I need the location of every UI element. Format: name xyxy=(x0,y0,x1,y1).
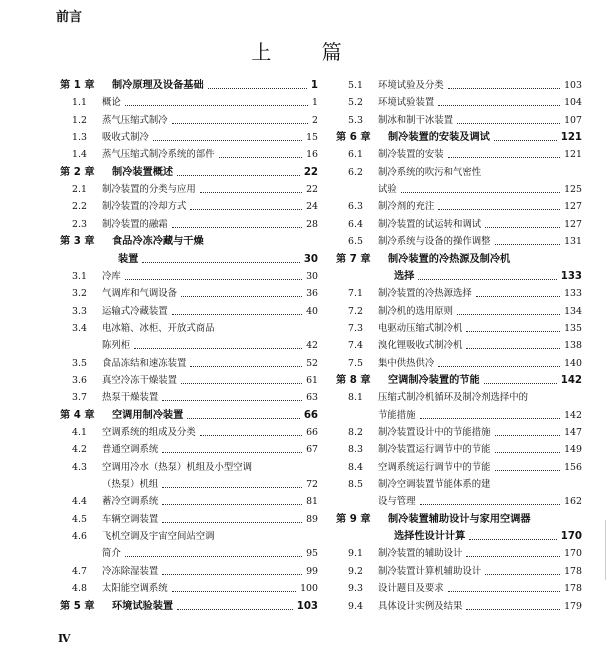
toc-entry-page: 131 xyxy=(564,236,582,248)
toc-section-entry[interactable] xyxy=(336,337,582,354)
toc-section-entry[interactable] xyxy=(336,563,582,580)
toc-section-entry[interactable] xyxy=(336,476,582,493)
toc-entry-number: 1.3 xyxy=(72,132,87,144)
toc-section-entry[interactable] xyxy=(336,77,582,94)
toc-dot-leader xyxy=(420,504,560,505)
toc-section-entry[interactable] xyxy=(336,112,582,129)
toc-entry-number: 第 6 章 xyxy=(336,132,371,144)
toc-section-entry[interactable] xyxy=(336,580,582,597)
toc-chapter-entry[interactable] xyxy=(60,77,318,94)
toc-entry-title: 蓄冷空调系统 xyxy=(102,496,159,508)
toc-entry-page: 178 xyxy=(564,565,582,577)
toc-entry-title: 电驱动压缩式制冷机 xyxy=(378,322,463,334)
toc-entry-number: 第 3 章 xyxy=(60,236,95,248)
toc-section-entry[interactable] xyxy=(60,303,318,320)
toc-entry-number: 7.5 xyxy=(348,357,363,369)
toc-section-entry[interactable] xyxy=(336,216,582,233)
toc-dot-leader xyxy=(181,296,302,297)
toc-dot-leader xyxy=(200,192,302,193)
toc-entry-page: 63 xyxy=(306,392,318,404)
toc-entry-number: 3.6 xyxy=(72,374,87,386)
toc-entry-page: 103 xyxy=(296,600,318,612)
toc-entry-title: 制冷系统与设备的操作调整 xyxy=(378,236,491,248)
toc-entry-number: 1.4 xyxy=(72,149,87,161)
toc-dot-leader xyxy=(401,192,560,193)
toc-dot-leader xyxy=(200,435,302,436)
toc-entry-number: 8.1 xyxy=(348,392,363,404)
toc-dot-leader xyxy=(494,140,557,141)
toc-section-entry[interactable] xyxy=(60,493,318,510)
toc-entry-page: 156 xyxy=(564,461,582,473)
toc-entry-title: 空调系统运行调节中的节能 xyxy=(378,461,491,473)
toc-entry-number: 9.2 xyxy=(348,565,363,577)
toc-dot-leader xyxy=(495,452,560,453)
toc-entry-title: 电冰箱、冰柜、开放式商品 xyxy=(102,322,215,334)
toc-section-entry[interactable] xyxy=(60,268,318,285)
toc-entry-page: 66 xyxy=(303,409,318,421)
toc-entry-page: 61 xyxy=(306,374,318,386)
toc-entry-page: 133 xyxy=(564,288,582,300)
toc-entry-page: 30 xyxy=(306,270,318,282)
toc-entry-page: 127 xyxy=(564,201,582,213)
toc-section-entry[interactable] xyxy=(60,511,318,528)
toc-entry-title: 制冷系统的吹污和气密性 xyxy=(378,166,482,178)
toc-dot-leader xyxy=(466,348,560,349)
toc-entry-number: 3.2 xyxy=(72,288,87,300)
toc-entry-page: 72 xyxy=(306,479,318,491)
toc-dot-leader xyxy=(181,383,302,384)
toc-section-entry[interactable] xyxy=(336,94,582,111)
toc-entry-title: 空调用制冷装置 xyxy=(112,409,184,421)
page-title: 上 篇 xyxy=(251,40,364,64)
toc-entry-number: 9.1 xyxy=(348,548,363,560)
toc-entry-page: 142 xyxy=(564,409,582,421)
toc-entry-title: 制冰和制干冰装置 xyxy=(378,114,454,126)
toc-entry-page: 100 xyxy=(300,583,318,595)
toc-entry-title: 食品冷冻冷藏与干燥 xyxy=(112,236,204,248)
toc-section-entry[interactable] xyxy=(336,320,582,337)
toc-chapter-entry[interactable] xyxy=(60,598,318,615)
toc-section-entry[interactable] xyxy=(60,441,318,458)
toc-dot-leader xyxy=(485,574,560,575)
toc-dot-leader xyxy=(495,470,560,471)
toc-entry-title: 制冷装置设计中的节能措施 xyxy=(378,427,491,438)
toc-dot-leader xyxy=(448,88,560,89)
toc-entry-page: 1 xyxy=(312,97,318,109)
toc-entry-title: 概论 xyxy=(102,97,121,109)
toc-entry-number: 2.1 xyxy=(72,184,87,196)
toc-entry-title: 制冷装置的安装 xyxy=(378,149,444,161)
toc-entry-number: 第 5 章 xyxy=(60,600,95,612)
toc-entry-page: 40 xyxy=(306,305,318,317)
toc-entry-title: 制冷剂的充注 xyxy=(378,201,435,213)
toc-entry-page: 15 xyxy=(306,132,318,144)
toc-entry-title: 空调用冷水（热泵）机组及小型空调 xyxy=(102,461,253,473)
toc-dot-leader xyxy=(466,609,560,610)
toc-section-entry[interactable] xyxy=(60,112,318,129)
toc-entry-title: 试验 xyxy=(378,184,397,196)
toc-dot-leader xyxy=(495,435,560,436)
toc-entry-page: 104 xyxy=(564,97,582,109)
toc-entry-number: 第 4 章 xyxy=(60,409,95,421)
toc-entry-title: 冷库 xyxy=(102,270,121,282)
toc-entry-title: 蒸气压缩式制冷 xyxy=(102,114,168,126)
toc-section-entry[interactable] xyxy=(336,285,582,302)
toc-entry-number: 第 2 章 xyxy=(60,166,95,178)
toc-section-entry[interactable] xyxy=(60,355,318,372)
toc-dot-leader xyxy=(438,366,560,367)
toc-entry-title: 制冷装置计算机辅助设计 xyxy=(378,565,482,577)
toc-dot-leader xyxy=(162,574,302,575)
toc-dot-leader xyxy=(418,279,557,280)
toc-entry-title: （热泵）机组 xyxy=(102,479,159,491)
toc-section-entry[interactable] xyxy=(336,407,582,424)
toc-entry-title: 食品冻结和速冻装置 xyxy=(102,357,187,369)
toc-entry-page: 36 xyxy=(306,288,318,300)
toc-entry-number: 6.5 xyxy=(348,236,363,248)
toc-chapter-entry[interactable] xyxy=(60,164,318,181)
toc-dot-leader xyxy=(177,175,300,176)
toc-dot-leader xyxy=(162,400,302,401)
toc-entry-title: 制冷装置的辅助设计 xyxy=(378,548,463,560)
toc-section-entry[interactable] xyxy=(336,355,582,372)
toc-entry-number: 7.1 xyxy=(348,288,363,300)
toc-chapter-entry[interactable] xyxy=(60,251,318,268)
toc-section-entry[interactable] xyxy=(336,545,582,562)
toc-section-entry[interactable] xyxy=(60,285,318,302)
toc-chapter-entry[interactable] xyxy=(336,251,582,268)
toc-dot-leader xyxy=(125,105,308,106)
toc-entry-title: 热泵干燥装置 xyxy=(102,392,159,404)
toc-entry-title: 环境试验及分类 xyxy=(378,80,444,91)
toc-section-entry[interactable] xyxy=(60,476,318,493)
toc-entry-title: 设与管理 xyxy=(378,496,416,508)
toc-entry-title: 节能措施 xyxy=(378,409,416,421)
toc-entry-title: 制冷装置的冷热源选择 xyxy=(378,288,472,300)
toc-entry-number: 6.1 xyxy=(348,149,363,161)
toc-section-entry[interactable] xyxy=(60,337,318,354)
toc-entry-title: 制冷装置运行调节中的节能 xyxy=(378,444,491,456)
toc-entry-title: 集中供热供冷 xyxy=(378,357,435,369)
toc-entry-number: 3.5 xyxy=(72,357,87,369)
toc-chapter-entry[interactable] xyxy=(336,528,582,545)
toc-section-entry[interactable] xyxy=(60,320,318,337)
toc-entry-number: 4.6 xyxy=(72,531,87,543)
toc-entry-number: 5.3 xyxy=(348,114,363,126)
toc-entry-number: 1.2 xyxy=(72,114,87,126)
toc-entry-page: 121 xyxy=(564,149,582,161)
running-header: 前言 xyxy=(56,10,83,25)
toc-dot-leader xyxy=(219,157,302,158)
toc-dot-leader xyxy=(476,296,560,297)
toc-entry-number: 4.3 xyxy=(72,461,87,473)
toc-section-entry[interactable] xyxy=(336,233,582,250)
toc-entry-page: 170 xyxy=(560,531,582,543)
toc-entry-title: 真空冷冻干燥装置 xyxy=(102,374,178,386)
toc-section-entry[interactable] xyxy=(60,580,318,597)
toc-entry-title: 冷冻除湿装置 xyxy=(102,565,159,577)
toc-entry-page: 178 xyxy=(564,583,582,595)
toc-entry-title: 制冷装置的冷却方式 xyxy=(102,201,187,213)
toc-chapter-entry[interactable] xyxy=(336,511,582,528)
toc-entry-page: 22 xyxy=(306,184,318,196)
toc-entry-number: 8.2 xyxy=(348,427,363,438)
toc-entry-page: 134 xyxy=(564,305,582,317)
toc-entry-title: 环境试验装置 xyxy=(112,600,174,612)
toc-section-entry[interactable] xyxy=(336,181,582,198)
toc-entry-page: 81 xyxy=(306,496,318,508)
toc-section-entry[interactable] xyxy=(60,459,318,476)
toc-entry-title: 制冷装置的冷热源及制冷机 xyxy=(388,253,511,265)
toc-entry-number: 2.3 xyxy=(72,218,87,230)
toc-entry-number: 3.4 xyxy=(72,322,87,334)
toc-entry-title: 普通空调系统 xyxy=(102,444,159,456)
toc-section-entry[interactable] xyxy=(60,545,318,562)
toc-chapter-entry[interactable] xyxy=(336,268,582,285)
toc-section-entry[interactable] xyxy=(336,493,582,510)
toc-entry-title: 空调制冷装置的节能 xyxy=(388,374,480,386)
toc-entry-title: 制冷装置概述 xyxy=(112,166,174,178)
toc-entry-number: 2.2 xyxy=(72,201,87,213)
toc-entry-number: 8.5 xyxy=(348,479,363,491)
toc-entry-page: 52 xyxy=(306,357,318,369)
toc-entry-title: 陈列柜 xyxy=(102,340,131,352)
toc-entry-number: 4.4 xyxy=(72,496,87,508)
toc-entry-title: 制冷空调装置节能体系的建 xyxy=(378,479,491,491)
toc-dot-leader xyxy=(125,556,302,557)
toc-section-entry[interactable] xyxy=(336,146,582,163)
toc-dot-leader xyxy=(190,366,302,367)
toc-chapter-entry[interactable] xyxy=(336,372,582,389)
toc-entry-page: 42 xyxy=(306,340,318,352)
toc-dot-leader xyxy=(134,348,302,349)
toc-entry-number: 第 8 章 xyxy=(336,374,371,386)
toc-entry-number: 第 1 章 xyxy=(60,80,95,91)
toc-entry-page: 16 xyxy=(306,149,318,161)
toc-dot-leader xyxy=(187,418,300,419)
toc-entry-number: 3.7 xyxy=(72,392,87,404)
toc-section-entry[interactable] xyxy=(60,94,318,111)
toc-entry-number: 4.2 xyxy=(72,444,87,456)
toc-dot-leader xyxy=(172,123,308,124)
toc-dot-leader xyxy=(172,227,302,228)
toc-entry-number: 3.3 xyxy=(72,305,87,317)
toc-entry-page: 28 xyxy=(306,218,318,230)
toc-entry-number: 5.2 xyxy=(348,97,363,109)
toc-dot-leader xyxy=(172,591,296,592)
toc-section-entry[interactable] xyxy=(60,181,318,198)
toc-section-entry[interactable] xyxy=(336,198,582,215)
toc-entry-number: 6.3 xyxy=(348,201,363,213)
toc-entry-title: 制冷机的选用原则 xyxy=(378,305,454,317)
toc-entry-page: 147 xyxy=(564,427,582,438)
toc-entry-page: 179 xyxy=(564,600,582,612)
toc-entry-page: 142 xyxy=(560,374,582,386)
toc-entry-number: 4.1 xyxy=(72,427,87,438)
toc-entry-title: 制冷装置的融霜 xyxy=(102,218,168,230)
toc-dot-leader xyxy=(457,123,560,124)
toc-entry-page: 135 xyxy=(564,322,582,334)
toc-entry-title: 设计题目及要求 xyxy=(378,583,444,595)
toc-dot-leader xyxy=(125,279,302,280)
toc-section-entry[interactable] xyxy=(60,129,318,146)
toc-entry-number: 7.3 xyxy=(348,322,363,334)
toc-entry-page: 103 xyxy=(564,80,582,91)
toc-section-entry[interactable] xyxy=(60,528,318,545)
toc-entry-title: 简介 xyxy=(102,548,121,560)
toc-section-entry[interactable] xyxy=(336,389,582,406)
toc-dot-leader xyxy=(495,244,560,245)
toc-dot-leader xyxy=(172,314,302,315)
toc-entry-number: 7.2 xyxy=(348,305,363,317)
toc-entry-title: 选择性设计计算 xyxy=(394,531,466,543)
toc-entry-number: 第 9 章 xyxy=(336,513,371,525)
toc-dot-leader xyxy=(438,209,560,210)
toc-entry-title: 运输式冷藏装置 xyxy=(102,305,168,317)
toc-entry-title: 太阳能空调系统 xyxy=(102,583,168,595)
toc-section-entry[interactable] xyxy=(336,598,582,615)
toc-chapter-entry[interactable] xyxy=(60,233,318,250)
toc-dot-leader xyxy=(448,591,560,592)
toc-entry-number: 4.7 xyxy=(72,565,87,577)
toc-entry-page: 67 xyxy=(306,444,318,456)
toc-section-entry[interactable] xyxy=(336,441,582,458)
toc-dot-leader xyxy=(162,522,302,523)
page-number: Ⅳ xyxy=(58,632,71,645)
toc-dot-leader xyxy=(457,314,560,315)
toc-entry-number: 9.4 xyxy=(348,600,363,612)
toc-entry-title: 制冷装置的分类与应用 xyxy=(102,184,196,196)
toc-section-entry[interactable] xyxy=(60,389,318,406)
toc-entry-page: 30 xyxy=(303,253,318,265)
toc-dot-leader xyxy=(420,418,560,419)
toc-entry-title: 选择 xyxy=(394,270,415,282)
toc-entry-title: 溴化锂吸收式制冷机 xyxy=(378,340,463,352)
toc-entry-number: 9.3 xyxy=(348,583,363,595)
toc-section-entry[interactable] xyxy=(60,372,318,389)
toc-entry-number: 4.8 xyxy=(72,583,87,595)
toc-entry-number: 8.4 xyxy=(348,461,363,473)
toc-entry-page: 22 xyxy=(303,166,318,178)
toc-entry-number: 第 7 章 xyxy=(336,253,371,265)
toc-entry-page: 170 xyxy=(564,548,582,560)
toc-dot-leader xyxy=(466,556,560,557)
toc-entry-page: 66 xyxy=(306,427,318,438)
toc-entry-title: 具体设计实例及结果 xyxy=(378,600,463,612)
toc-dot-leader xyxy=(208,88,307,89)
toc-entry-title: 制冷装置辅助设计与家用空调器 xyxy=(388,513,531,525)
toc-chapter-entry[interactable] xyxy=(60,407,318,424)
scan-edge-mark xyxy=(605,520,612,580)
toc-entry-page: 89 xyxy=(306,513,318,525)
toc-entry-page: 138 xyxy=(564,340,582,352)
toc-section-entry[interactable] xyxy=(60,198,318,215)
toc-entry-title: 空调系统的组成及分类 xyxy=(102,427,196,438)
toc-entry-title: 压缩式制冷机循环及制冷剂选择中的 xyxy=(378,392,529,404)
toc-entry-number: 4.5 xyxy=(72,513,87,525)
toc-entry-title: 车辆空调装置 xyxy=(102,513,159,525)
toc-dot-leader xyxy=(177,609,293,610)
toc-entry-page: 127 xyxy=(564,218,582,230)
toc-entry-page: 121 xyxy=(560,132,582,144)
toc-dot-leader xyxy=(190,209,302,210)
toc-entry-number: 6.4 xyxy=(348,218,363,230)
toc-dot-leader xyxy=(485,227,560,228)
toc-entry-number: 3.1 xyxy=(72,270,87,282)
toc-entry-title: 气调库和气调设备 xyxy=(102,288,178,300)
toc-entry-page: 95 xyxy=(306,548,318,560)
toc-dot-leader xyxy=(142,262,300,263)
toc-entry-page: 140 xyxy=(564,357,582,369)
toc-dot-leader xyxy=(162,452,302,453)
toc-section-entry[interactable] xyxy=(336,424,582,441)
toc-entry-title: 制冷装置的安装及调试 xyxy=(388,132,490,144)
toc-dot-leader xyxy=(448,157,560,158)
toc-entry-page: 133 xyxy=(560,270,582,282)
toc-section-entry[interactable] xyxy=(336,303,582,320)
toc-section-entry[interactable] xyxy=(60,563,318,580)
toc-entry-title: 环境试验装置 xyxy=(378,97,435,109)
toc-entry-page: 125 xyxy=(564,184,582,196)
toc-entry-page: 162 xyxy=(564,496,582,508)
toc-entry-title: 制冷装置的试运转和调试 xyxy=(378,218,482,230)
toc-section-entry[interactable] xyxy=(60,146,318,163)
toc-entry-title: 制冷原理及设备基础 xyxy=(112,80,204,91)
toc-dot-leader xyxy=(162,504,302,505)
toc-section-entry[interactable] xyxy=(336,164,582,181)
toc-entry-title: 蒸气压缩式制冷系统的部件 xyxy=(102,149,215,161)
toc-entry-page: 24 xyxy=(306,201,318,213)
toc-entry-number: 7.4 xyxy=(348,340,363,352)
toc-chapter-entry[interactable] xyxy=(336,129,582,146)
toc-entry-page: 149 xyxy=(564,444,582,456)
toc-entry-title: 装置 xyxy=(118,253,139,265)
toc-entry-page: 1 xyxy=(310,80,318,91)
toc-entry-number: 6.2 xyxy=(348,166,363,178)
toc-entry-page: 107 xyxy=(564,114,582,126)
toc-dot-leader xyxy=(438,105,560,106)
toc-entry-number: 1.1 xyxy=(72,97,87,109)
toc-entry-title: 吸收式制冷 xyxy=(102,132,149,144)
toc-section-entry[interactable] xyxy=(60,424,318,441)
toc-entry-title: 飞机空调及宇宙空间站空调 xyxy=(102,531,215,543)
toc-dot-leader xyxy=(466,331,560,332)
toc-section-entry[interactable] xyxy=(60,216,318,233)
toc-dot-leader xyxy=(484,383,557,384)
toc-entry-number: 5.1 xyxy=(348,80,363,91)
toc-dot-leader xyxy=(162,487,302,488)
toc-entry-number: 8.3 xyxy=(348,444,363,456)
toc-entry-page: 99 xyxy=(306,565,318,577)
toc-section-entry[interactable] xyxy=(336,459,582,476)
toc-dot-leader xyxy=(469,539,557,540)
toc-entry-page: 2 xyxy=(312,114,318,126)
toc-dot-leader xyxy=(153,140,302,141)
